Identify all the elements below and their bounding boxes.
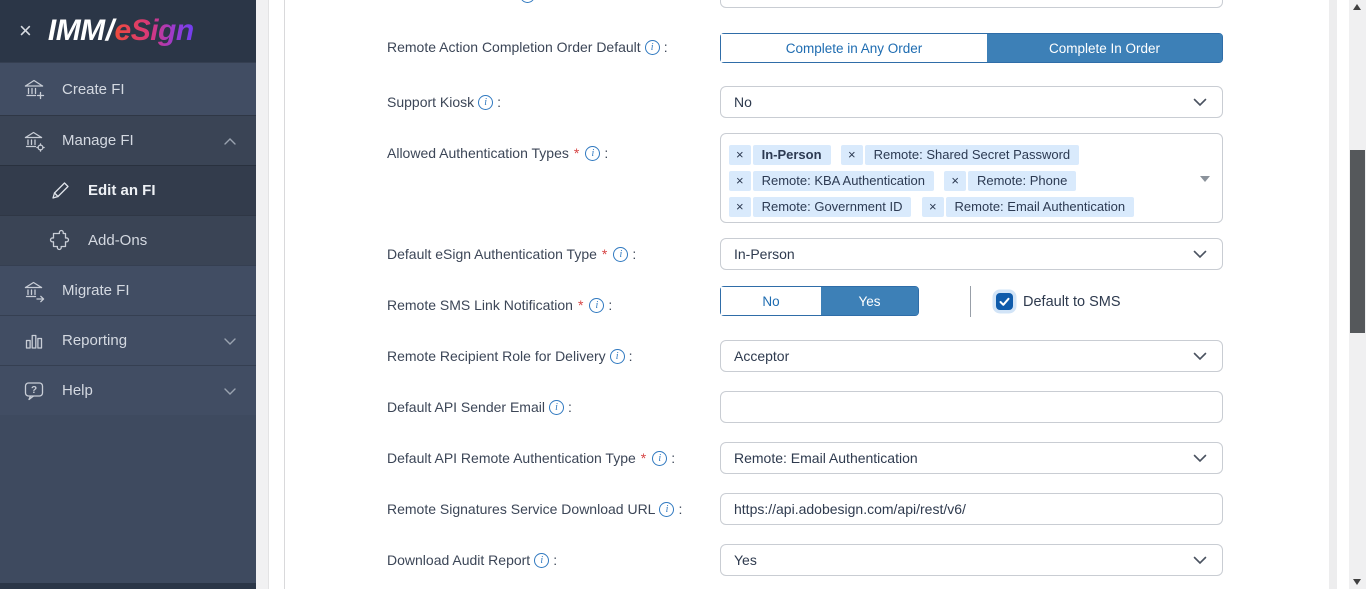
puzzle-icon [48,229,72,253]
sidebar-footer [0,583,256,589]
sidebar-item-create-fi[interactable] [0,62,256,115]
vertical-scrollbar[interactable] [1349,0,1366,589]
left-gutter [256,0,269,589]
complete-in-order-button[interactable]: Complete In Order [987,34,1222,62]
complete-any-order-button[interactable]: Complete in Any Order [721,34,987,62]
support-kiosk-select[interactable]: No [720,86,1223,118]
field-label: Allowed Authentication Types * i : [387,145,609,161]
info-icon[interactable]: i [549,400,564,415]
field-label: Download Audit Report i : [387,552,558,568]
default-esign-auth-select[interactable]: In-Person [720,238,1223,270]
sidebar-item-manage-fi[interactable] [0,115,256,165]
dropdown-caret-icon[interactable] [1200,176,1210,182]
recipient-role-select[interactable]: Acceptor [720,340,1223,372]
field-label: Default API Sender Email i : [387,399,572,415]
bar-chart-icon [22,329,46,353]
check-icon [999,297,1010,307]
scroll-down-icon[interactable] [1353,579,1361,585]
completion-order-toggle [720,33,1223,63]
sidebar-item-reporting[interactable] [0,315,256,365]
sms-notification-toggle [720,286,919,316]
audit-report-select[interactable]: Yes [720,544,1223,576]
sidebar-item-migrate-fi[interactable] [0,265,256,315]
auth-type-tag: × Remote: Government ID [729,197,911,217]
panel-left-border [284,0,285,589]
sidebar-item-edit-an-fi[interactable] [0,165,256,215]
sidebar-item-label: Manage FI [62,132,134,149]
info-icon[interactable]: i [585,146,600,161]
info-icon[interactable]: i [659,502,674,517]
bank-plus-icon [22,77,46,101]
info-icon[interactable]: i [534,553,549,568]
default-to-sms-checkbox[interactable] [996,293,1013,310]
chevron-down-icon [224,332,236,349]
info-icon[interactable] [520,0,535,3]
field-label: Remote SMS Link Notification * i : [387,297,613,313]
remove-tag-icon[interactable]: × [944,171,966,191]
scrollbar-thumb[interactable] [1350,150,1365,333]
chevron-down-icon [1193,94,1207,110]
info-icon[interactable]: i [613,247,628,262]
info-icon[interactable]: i [652,451,667,466]
logo-esign-text: eSign [114,14,194,47]
svg-text:?: ? [30,384,38,396]
vertical-divider [970,286,971,317]
bank-gear-icon [22,129,46,153]
auth-type-tag: × Remote: Phone [944,171,1076,191]
bank-arrow-icon [22,279,46,303]
sms-yes-button[interactable]: Yes [821,287,918,315]
sidebar-item-label: Edit an FI [88,182,156,199]
sidebar-item-help[interactable] [0,365,256,415]
remove-tag-icon[interactable]: × [922,197,944,217]
auth-type-tag: × Remote: Email Authentication [922,197,1134,217]
chevron-down-icon [1193,348,1207,364]
right-gutter [1329,0,1337,589]
sidebar-item-label: Migrate FI [62,282,130,299]
chevron-down-icon [1193,450,1207,466]
remove-tag-icon[interactable]: × [729,145,751,165]
close-icon[interactable]: × [19,18,32,43]
sidebar-item-label: Create FI [62,80,125,98]
partial-top-input[interactable] [720,0,1223,8]
pencil-icon [48,179,72,203]
api-sender-email-input[interactable] [720,391,1223,423]
auth-type-tag: × Remote: KBA Authentication [729,171,934,191]
logo-slash: / [105,14,114,47]
info-icon[interactable]: i [645,40,660,55]
api-remote-auth-select[interactable]: Remote: Email Authentication [720,442,1223,474]
imm-esign-logo [48,14,194,48]
default-to-sms-label: Default to SMS [1023,294,1121,310]
chevron-down-icon [1193,246,1207,262]
info-icon[interactable]: i [478,95,493,110]
scroll-up-icon[interactable] [1353,4,1361,10]
chevron-down-icon [1193,552,1207,568]
sidebar-item-add-ons[interactable] [0,215,256,265]
chevron-down-icon [224,382,236,399]
info-icon[interactable]: i [610,349,625,364]
remove-tag-icon[interactable]: × [841,145,863,165]
sidebar-item-label: Reporting [62,332,128,349]
field-label: Remote Recipient Role for Delivery i : [387,348,633,364]
field-label: Support Kiosk i : [387,94,502,110]
field-label: Remote Action Completion Order Default i : [387,39,668,55]
info-icon[interactable]: i [589,298,604,313]
remove-tag-icon[interactable]: × [729,197,751,217]
auth-type-tag: × In-Person [729,145,831,165]
field-label: Remote Signatures Service Download URL i : [387,501,683,517]
field-label: Default eSign Authentication Type * i : [387,246,637,262]
auth-type-tag: × Remote: Shared Secret Password [841,145,1079,165]
sidebar [0,0,256,589]
help-bubble-icon [22,379,46,403]
sidebar-item-label: Help [62,382,93,399]
field-label: Default API Remote Authentication Type * i : [387,450,676,466]
allowed-auth-types-multiselect[interactable] [720,133,1223,223]
remove-tag-icon[interactable]: × [729,171,751,191]
sms-no-button[interactable]: No [721,287,821,315]
sidebar-item-label: Add-Ons [88,232,148,249]
sidebar-header [0,0,256,62]
chevron-up-icon [224,132,236,149]
logo-imm-text: IMM [47,14,105,47]
download-url-input[interactable] [720,493,1223,525]
